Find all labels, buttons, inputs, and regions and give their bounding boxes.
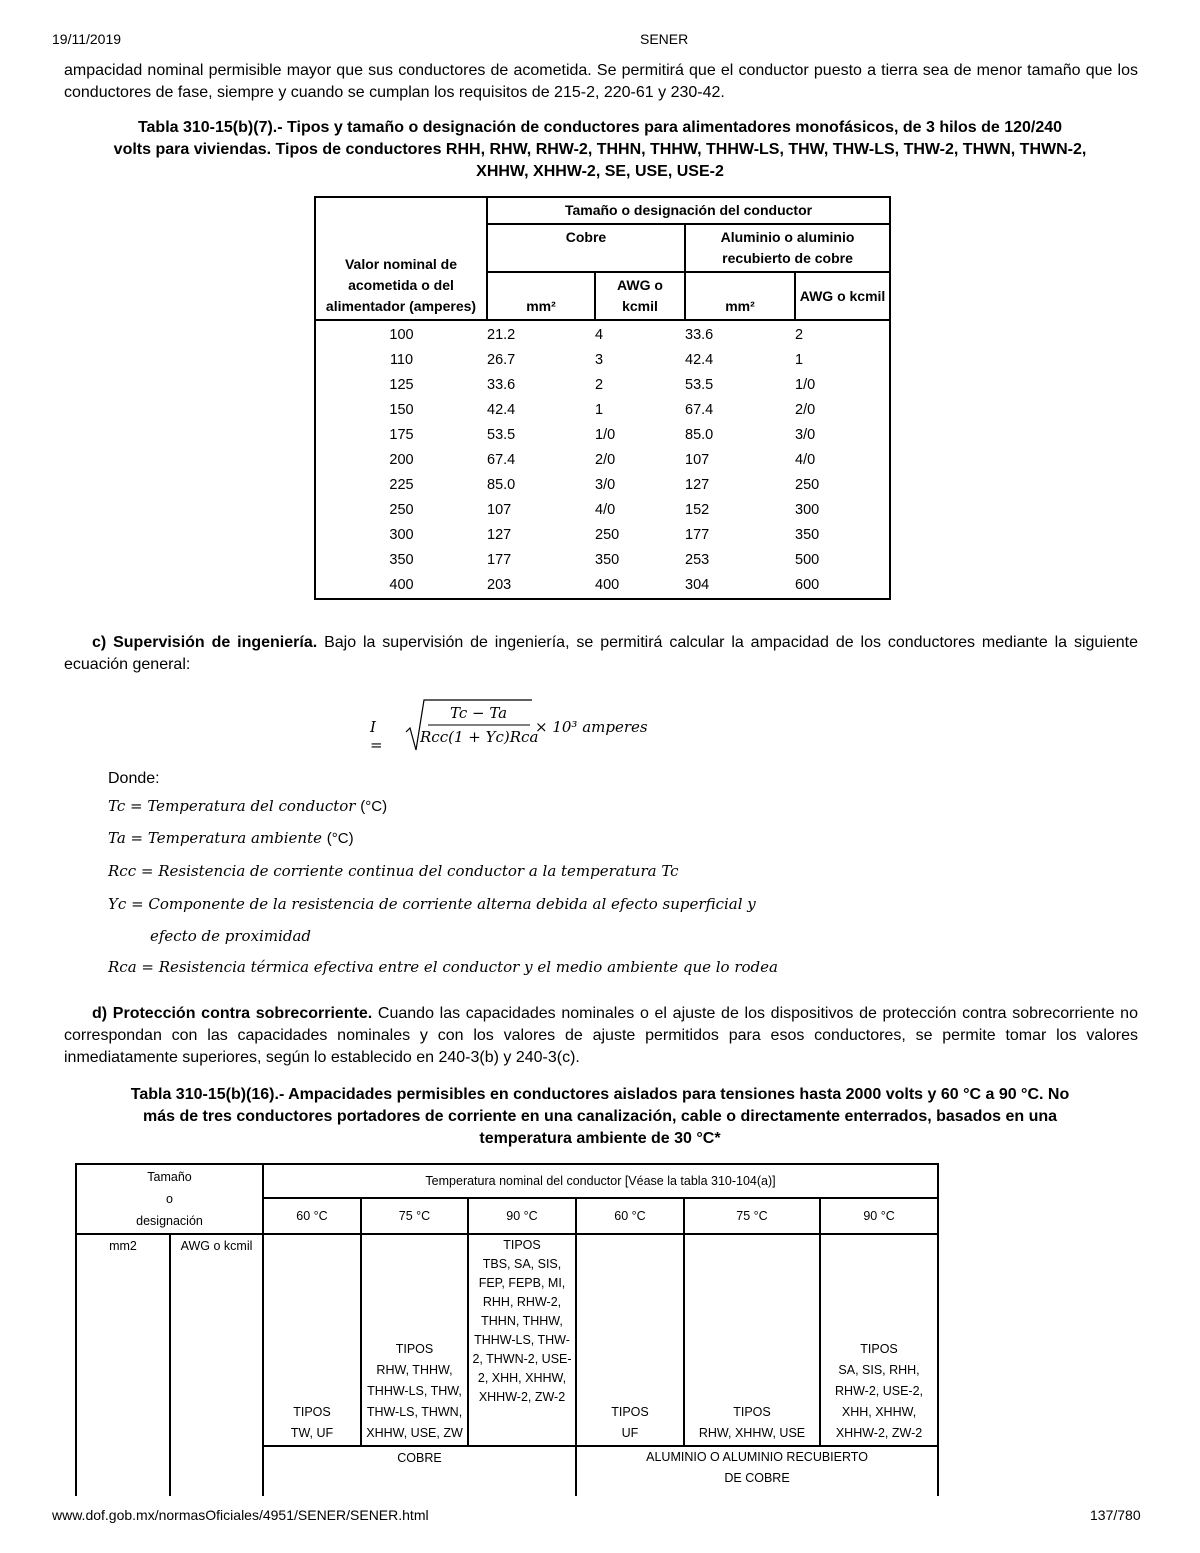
table-cell: 67.4 bbox=[487, 452, 516, 468]
table-cell: 3/0 bbox=[595, 477, 616, 493]
table-cell: 2/0 bbox=[595, 452, 616, 468]
intro-paragraph: ampacidad nominal permisible mayor que sus conductores de acometida. Se permitirá que el conductor puesto a tierra sea de menor tamaño que los conductores de fase, siempre y cuando se cumplan los requisitos de 215-2, 220-61 y 230-42. bbox=[64, 62, 1138, 101]
table1-title bbox=[60, 117, 1140, 183]
table-cell: 127 bbox=[685, 477, 710, 493]
table1-title-line: volts para viviendas. Tipos de conductores RHH, RHW, RHW-2, THHN, THHW, THHW-LS, THW, THW-LS, THW-2, THWN, THWN-2, bbox=[113, 141, 1087, 158]
table-cell: 300 bbox=[795, 502, 820, 518]
table-cell: 177 bbox=[487, 552, 512, 568]
definition-rca: Rca = Resistencia térmica efectiva entre el conductor y el medio ambiente que lo rodea bbox=[108, 958, 778, 976]
conductor-size-table bbox=[314, 196, 891, 600]
table-cell: 42.4 bbox=[685, 352, 714, 368]
aluminum-label: ALUMINIO O ALUMINIO RECUBIERTO DE COBRE bbox=[576, 1446, 938, 1496]
col-mm2-label: mm2 bbox=[76, 1234, 170, 1446]
table1-title-line: Tabla 310-15(b)(7).- Tipos y tamaño o designación de conductores para alimentadores monofásicos, de 3 hilos de 120/240 bbox=[137, 119, 1063, 136]
table2-title-line: más de tres conductores portadores de corriente en una canalización, cable o directamente enterrados, basados en una bbox=[142, 1108, 1058, 1125]
ampacity-table bbox=[75, 1163, 939, 1496]
definition-rcc: Rcc = Resistencia de corriente continua del conductor a la temperatura Tc bbox=[108, 862, 679, 880]
table-cell: 350 bbox=[795, 527, 820, 543]
blank-cell bbox=[170, 1446, 263, 1496]
table-cell: 53.5 bbox=[685, 377, 714, 393]
temp-cell: 90 °C bbox=[820, 1198, 938, 1234]
table-cell: 125 bbox=[389, 377, 414, 393]
table-cell: 2/0 bbox=[795, 402, 816, 418]
col-size-header: Tamaño o designación del conductor bbox=[487, 197, 890, 224]
table2-title-line: Tabla 310-15(b)(16).- Ampacidades permisibles en conductores aislados para tensiones hasta 2000 volts y 60 °C a 90 °C. No bbox=[130, 1086, 1070, 1103]
table-cell: 53.5 bbox=[487, 427, 516, 443]
copper-label: COBRE bbox=[263, 1446, 576, 1496]
temp-cell: 90 °C bbox=[468, 1198, 576, 1234]
section-c-paragraph bbox=[64, 632, 1138, 676]
table-cell: 400 bbox=[595, 577, 620, 593]
table-cell: 33.6 bbox=[685, 327, 714, 343]
section-d-heading: d) Protección contra sobrecorriente. bbox=[92, 1005, 373, 1022]
table-cell: 350 bbox=[389, 552, 414, 568]
table-row bbox=[315, 523, 890, 548]
table-row bbox=[315, 373, 890, 398]
formula-lhs: I = bbox=[370, 718, 383, 754]
table-row bbox=[315, 473, 890, 498]
footer-page: 137/780 bbox=[1090, 1507, 1141, 1523]
definition-ta: Ta = Temperatura ambiente (°C) bbox=[108, 829, 354, 847]
table-cell: 500 bbox=[795, 552, 820, 568]
definition-yc: Yc = Componente de la resistencia de corriente alterna debida al efecto superficial y bbox=[108, 895, 756, 913]
temp-cell: 60 °C bbox=[263, 1198, 361, 1234]
table-cell: 67.4 bbox=[685, 402, 714, 418]
blank-cell bbox=[76, 1446, 170, 1496]
header-org: SENER bbox=[640, 31, 689, 47]
table-cell: 2 bbox=[595, 377, 604, 393]
definition-yc-cont: efecto de proximidad bbox=[150, 927, 312, 945]
table-cell: 300 bbox=[389, 527, 414, 543]
temp-header: Temperatura nominal del conductor [Véase la tabla 310-104(a)] bbox=[263, 1164, 938, 1198]
table-row bbox=[315, 498, 890, 523]
table-cell: 21.2 bbox=[487, 327, 516, 343]
col-copper-header: Cobre bbox=[487, 224, 685, 272]
table1-title-line: XHHW, XHHW-2, SE, USE, USE-2 bbox=[476, 163, 724, 180]
size-header: Tamaño o designación bbox=[76, 1164, 263, 1234]
table-cell: 203 bbox=[487, 577, 512, 593]
table-cell: 350 bbox=[595, 552, 620, 568]
table-cell: 253 bbox=[685, 552, 710, 568]
table-row bbox=[315, 348, 890, 373]
col-awg-header: AWG o kcmil bbox=[595, 272, 685, 320]
table-cell: 250 bbox=[595, 527, 620, 543]
table-cell: 1/0 bbox=[795, 377, 816, 393]
table-cell: 127 bbox=[487, 527, 512, 543]
formula-numerator: Tc − Ta bbox=[450, 704, 508, 722]
table-cell: 3/0 bbox=[795, 427, 816, 443]
table-cell: 400 bbox=[389, 577, 414, 593]
formula-denominator: Rcc(1 + Yc)Rca bbox=[420, 728, 539, 746]
header-date: 19/11/2019 bbox=[52, 31, 122, 47]
table-cell: 150 bbox=[389, 402, 414, 418]
table-cell: 250 bbox=[389, 502, 414, 518]
types-cell: TIPOS RHW, THHW, THHW-LS, THW, THW-LS, THWN, XHHW, USE, ZW bbox=[361, 1234, 468, 1446]
table-cell: 1/0 bbox=[595, 427, 616, 443]
section-d-text: Cuando las capacidades nominales o el ajuste de los dispositivos de protección contra sobrecorriente no correspondan con las capacidades nominales y con los valores de ajuste permitidos para esos conductores, se permite tomar los valores inmediatamente superiores, según lo establecido en 240-3(b) y 240-3(c). bbox=[64, 1005, 1138, 1066]
section-c-text: Bajo la supervisión de ingeniería, se permitirá calcular la ampacidad de los conductores mediante la siguiente ecuación general: bbox=[64, 634, 1139, 673]
table-row bbox=[315, 448, 890, 473]
table-cell: 100 bbox=[389, 327, 414, 343]
temp-cell: 75 °C bbox=[684, 1198, 820, 1234]
table-cell: 4/0 bbox=[795, 452, 816, 468]
table-row bbox=[315, 320, 890, 348]
table-row bbox=[315, 548, 890, 573]
types-cell: TIPOS TW, UF bbox=[263, 1234, 361, 1446]
types-cell: TIPOS SA, SIS, RHH, RHW-2, USE-2, XHH, XHHW, XHHW-2, ZW-2 bbox=[820, 1234, 938, 1446]
table-cell: 177 bbox=[685, 527, 710, 543]
table2-title bbox=[60, 1084, 1140, 1150]
section-d-paragraph bbox=[64, 1003, 1138, 1069]
table-cell: 85.0 bbox=[487, 477, 516, 493]
donde-label: Donde: bbox=[108, 770, 160, 787]
temp-cell: 75 °C bbox=[361, 1198, 468, 1234]
table-cell: 600 bbox=[795, 577, 820, 593]
col-awg-label: AWG o kcmil bbox=[170, 1234, 263, 1446]
table-cell: 304 bbox=[685, 577, 710, 593]
table-cell: 2 bbox=[795, 327, 804, 343]
col-rating-header: Valor nominal de acometida o del alimentador (amperes) bbox=[315, 197, 487, 320]
col-mm2-header: mm² bbox=[487, 272, 595, 320]
types-cell: TIPOS TBS, SA, SIS, FEP, FEPB, MI, RHH, RHW-2, THHN, THHW, THHW-LS, THW-2, THWN-2, USE-2, XHH, XHHW, XHHW-2, ZW-2 bbox=[468, 1234, 576, 1446]
table-cell: 4/0 bbox=[595, 502, 616, 518]
table-cell: 175 bbox=[389, 427, 414, 443]
section-c-heading: c) Supervisión de ingeniería. bbox=[92, 634, 318, 651]
table-cell: 3 bbox=[595, 352, 604, 368]
col-awg-header: AWG o kcmil bbox=[795, 272, 890, 320]
footer-url[interactable]: www.dof.gob.mx/normasOficiales/4951/SENER/SENER.html bbox=[52, 1507, 429, 1523]
table-row bbox=[315, 573, 890, 599]
types-cell: TIPOS UF bbox=[576, 1234, 684, 1446]
table-cell: 42.4 bbox=[487, 402, 516, 418]
table-cell: 110 bbox=[389, 352, 414, 368]
temp-cell: 60 °C bbox=[576, 1198, 684, 1234]
col-mm2-header: mm² bbox=[685, 272, 795, 320]
table-cell: 85.0 bbox=[685, 427, 714, 443]
formula-rhs: × 10³ amperes bbox=[535, 718, 648, 736]
table-cell: 4 bbox=[595, 327, 604, 343]
types-cell: TIPOS RHW, XHHW, USE bbox=[684, 1234, 820, 1446]
table-cell: 33.6 bbox=[487, 377, 516, 393]
table-cell: 1 bbox=[595, 402, 604, 418]
definition-tc: Tc = Temperatura del conductor (°C) bbox=[108, 797, 388, 815]
col-aluminum-header: Aluminio o aluminio recubierto de cobre bbox=[685, 224, 890, 272]
table-cell: 225 bbox=[389, 477, 414, 493]
table-cell: 250 bbox=[795, 477, 820, 493]
table-cell: 107 bbox=[685, 452, 710, 468]
table-cell: 200 bbox=[389, 452, 414, 468]
table-cell: 26.7 bbox=[487, 352, 516, 368]
table-row bbox=[315, 398, 890, 423]
table-cell: 107 bbox=[487, 502, 512, 518]
table2-title-line: temperatura ambiente de 30 °C* bbox=[479, 1130, 721, 1147]
table-cell: 152 bbox=[685, 502, 710, 518]
table-row bbox=[315, 423, 890, 448]
table-cell: 1 bbox=[795, 352, 804, 368]
